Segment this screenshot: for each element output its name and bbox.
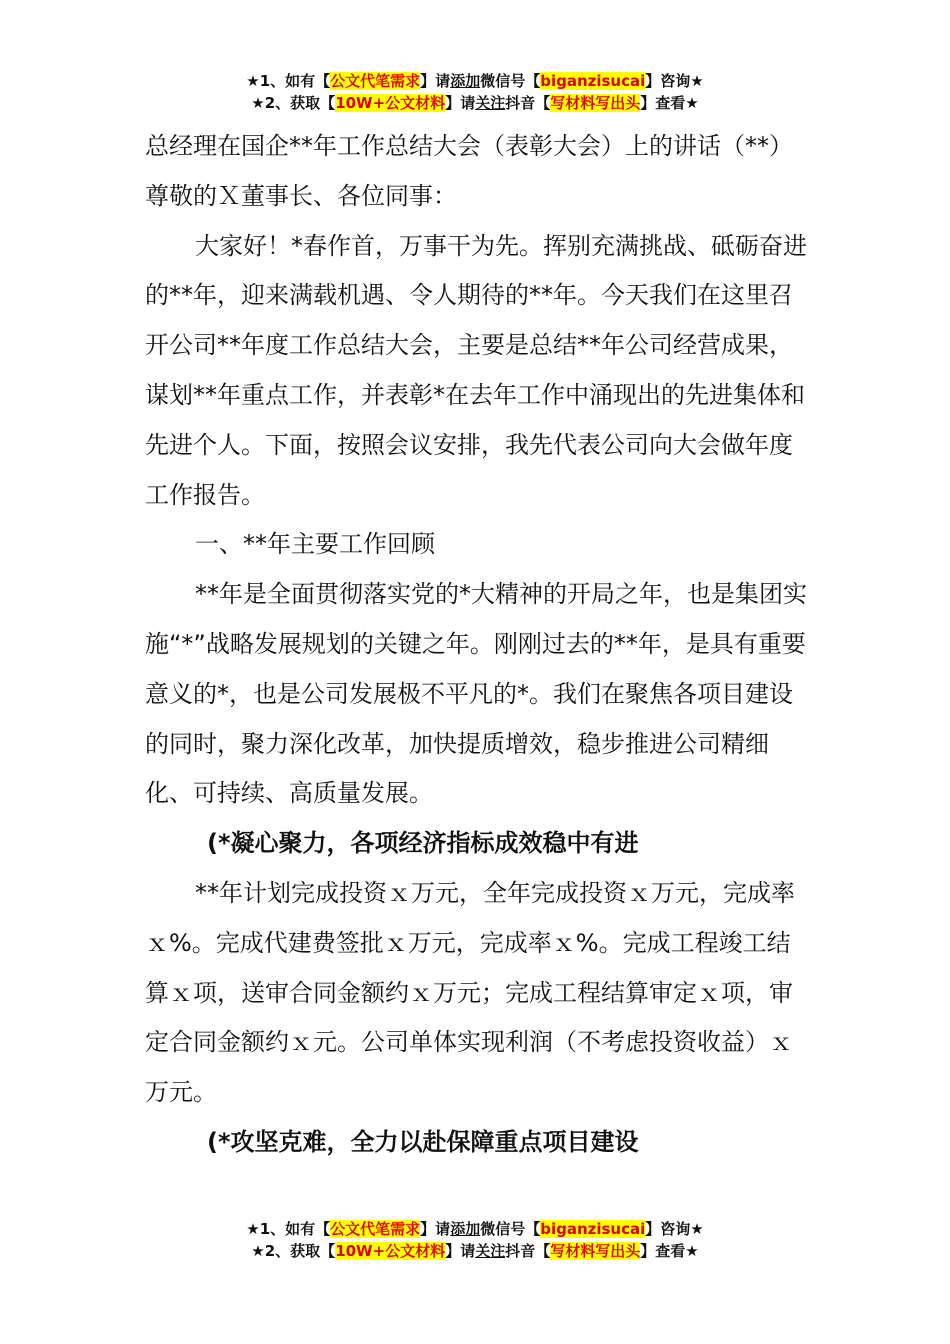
banner-highlight: 写材料写出头: [550, 94, 641, 112]
banner-text: 微信号【: [480, 1220, 541, 1238]
banner-text: 】请: [420, 1220, 451, 1238]
banner-text: ★2、获取【: [251, 94, 336, 112]
banner-text: 抖音【: [505, 94, 551, 112]
paragraph: **年计划完成投资ｘ万元，全年完成投资ｘ万元，完成率ｘ%。完成代建费签批ｘ万元，完成率ｘ%。完成工程竣工结算ｘ项，送审合同金额约ｘ万元；完成工程结算审定ｘ项，审定合同金额约ｘ元。公司单体实现利润（不考虑投资收益）ｘ万元。: [145, 878, 795, 1107]
banner-highlight: 写材料写出头: [550, 1242, 641, 1260]
bottom-banner: [0, 1218, 950, 1262]
banner-highlight: 10W+公文材料: [335, 1242, 446, 1260]
banner-text: 】咨询★: [645, 72, 704, 90]
banner-text: ★2、获取【: [251, 1242, 336, 1260]
section-heading: 一、**年主要工作回顾: [195, 530, 435, 559]
banner-highlight: biganzisucai: [540, 72, 646, 90]
subsection-heading: (*攻坚克难，全力以赴保障重点项目建设: [207, 1127, 639, 1156]
banner-text: 微信号【: [480, 72, 541, 90]
banner-underlined: 添加: [450, 1220, 481, 1238]
banner-text: 】查看★: [640, 1242, 699, 1260]
top-banner: [0, 70, 950, 114]
banner-underlined: 添加: [450, 72, 481, 90]
banner-line-2: [0, 1240, 950, 1262]
banner-line-1: [0, 1218, 950, 1240]
banner-highlight: biganzisucai: [540, 1220, 646, 1238]
banner-text: ★1、如有【: [246, 72, 331, 90]
banner-underlined: 关注: [475, 1242, 506, 1260]
banner-text: 】咨询★: [645, 1220, 704, 1238]
banner-text: 】查看★: [640, 94, 699, 112]
banner-line-2: [0, 92, 950, 114]
paragraph: 大家好！*春作首，万事干为先。挥别充满挑战、砥砺奋进的**年，迎来满载机遇、令人期待的**年。今天我们在这里召开公司**年度工作总结大会，主要是总结**年公司经营成果，谋划**年重点工作，并表彰*在去年工作中涌现出的先进集体和先进个人。下面，按照会议安排，我先代表公司向大会做年度工作报告。: [145, 231, 807, 509]
banner-highlight: 公文代笔需求: [330, 1220, 421, 1238]
banner-text: 抖音【: [505, 1242, 551, 1260]
banner-text: 】请: [445, 1242, 476, 1260]
banner-text: 】请: [445, 94, 476, 112]
banner-text: ★1、如有【: [246, 1220, 331, 1238]
banner-highlight: 公文代笔需求: [330, 72, 421, 90]
document-body: [145, 122, 810, 1168]
banner-text: 】请: [420, 72, 451, 90]
document-title: 总经理在国企**年工作总结大会（表彰大会）上的讲话（**）: [145, 132, 793, 160]
salutation: 尊敬的Ｘ董事长、各位同事：: [145, 181, 457, 210]
paragraph: **年是全面贯彻落实党的*大精神的开局之年，也是集团实施“*”战略发展规划的关键之年。刚刚过去的**年，是具有重要意义的*，也是公司发展极不平凡的*。我们在聚焦各项目建设的同时，聚力深化改革，加快提质增效，稳步推进公司精细化、可持续、高质量发展。: [145, 580, 807, 808]
banner-underlined: 关注: [475, 94, 506, 112]
banner-highlight: 10W+公文材料: [335, 94, 446, 112]
banner-line-1: [0, 70, 950, 92]
subsection-heading: (*凝心聚力，各项经济指标成效稳中有进: [207, 829, 639, 858]
